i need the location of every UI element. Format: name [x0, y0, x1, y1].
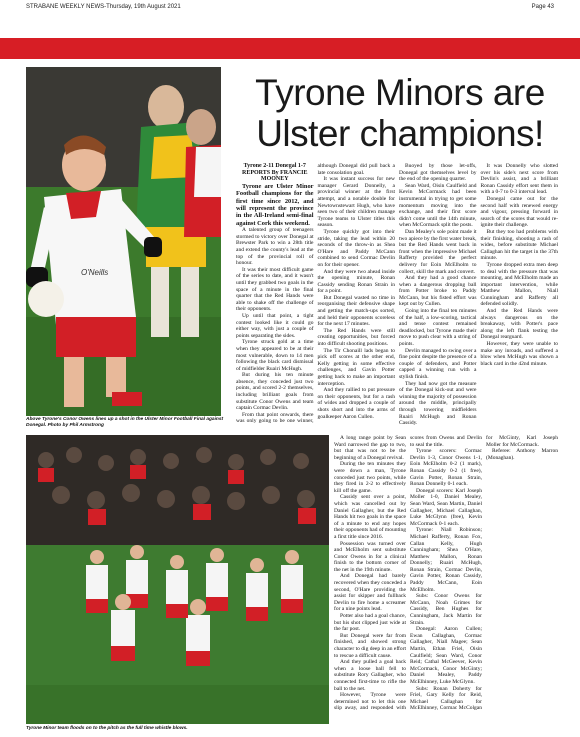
photo-celebration-illustration	[26, 435, 329, 724]
article-paragraph: And they rallied to put pressure on their opponents, but for a rash of wides and dropped a couple of shots short and into the arms of goalkeeper Aaron Cullen.	[317, 387, 395, 420]
article-paragraph: And they pulled a goal back when a loose ball fell to substitute Rory Gallagher, who connected first-time to rifle the ball to the net.	[334, 659, 406, 692]
article-paragraph: From that point onwards, there was only going to be one winner, although Donegal did pull back a late consolation goal.	[236, 163, 395, 425]
article-main	[236, 163, 558, 433]
photo-player-illustration	[26, 67, 221, 416]
article-paragraph: And the Red Hands were always dangerous on the breakaway, with Potter's pace along the left flank testing the Donegal rearguard.	[480, 308, 558, 341]
article-paragraph: A long range point by Sean Ward narrowed the gap to two, but that was not to be the beginning of a Donegal revival.	[334, 435, 406, 461]
article-paragraph: During the ten minutes they were down a man, Tyrone conceded just two points, while they fired in 2-2 to effectively kill off the game.	[334, 461, 406, 494]
article-continued	[334, 435, 558, 725]
score-line: Tyrone 2-11 Donegal 1-7	[243, 163, 306, 169]
article-paragraph: Referee: Anthony Marron (Monaghan).	[486, 448, 558, 461]
masthead	[0, 0, 580, 14]
page-number: Page 43	[531, 4, 554, 10]
headline: Tyrone Minors are Ulster champions!	[255, 72, 545, 154]
article-paragraph: But they too had problems with their finishing, shooting a rash of wides, before substitute Michael Callaghan hit the target in the 37th minute.	[480, 228, 558, 262]
article-paragraph: And they were two ahead inside the opening minute, Ronan Cassidy sending Ronan Strain in for a point.	[317, 268, 395, 295]
article-paragraph: However, they were unable to make any inroads, and suffered a blow when McHugh was shown a black card in the 42nd minute.	[480, 341, 558, 367]
article-paragraph: Donegal came out for the second half with renewed energy and vigour, pressing forward in search of the scores that would re-ignite their challenge.	[480, 195, 558, 229]
article-paragraph: They had now got the measure of the Donegal kick-out and were winning the majority of possession around the middle, principally through towering midfielders Ruairi McHugh and Ronan Cassidy.	[399, 380, 477, 427]
article-paragraph: Cassidy sent over a point, which was cancelled out by Daniel Gallagher, but the Red Hands hit two goals in the space of a minute to end any hopes their opponents had of mounting a first title since 2016.	[334, 494, 406, 540]
article-paragraph: Subs: Ronan Doherty for Friel, Gary Kelly for Reid, Michael Callaghan for McElhinney, Cormac McColgan for McGinty, Karl Joseph Moller for McCormack.	[410, 435, 558, 712]
shirt-sponsor-text: O'Neills	[81, 268, 109, 277]
article-paragraph: Possession was turned over and McElholm sent substitute Conor Owens in for a clinical finish to the bottom corner of the net in the 19th minute.	[334, 540, 406, 573]
photo-team-celebration	[26, 435, 329, 724]
article-paragraph: Donegal scorers: Karl Joseph Moller 1-0, Daniel Mealey, Sean Ward, Sean Martin, Daniel Gallagher, Michael Callaghan, Luke McGlynn (free), Kevin McCormack 0-1 each.	[410, 487, 482, 527]
photo-player-shot	[26, 67, 221, 416]
article-paragraph: Dan Mealey's sole point made it two apiece by the first water break, but the Red Hands went back in front when the impressive Michael Rafferty provided the perfect delivery for Eoin McElholm to collect, skill the mark and convert.	[399, 228, 477, 275]
article-paragraph: A talented group of teenagers stormed to victory over Donegal at Brewster Park to win a 28th title and extend the county's lead at the top of the provincial roll of honour.	[236, 227, 314, 267]
article-paragraph: But Donegal wasted no time in reorganising their defensive shape and getting the match-ups sorted, and held their opponents scoreless for the next 17 minutes.	[317, 294, 395, 328]
article-paragraph: Tyrone quickly got into their stride, taking the lead within 20 seconds of the throw-in as Shea O'Hare and Paddy McCann combined to send Cormac Devlin on for their opener.	[317, 228, 395, 268]
byline: REPORTS By FRANCIE MOONEY	[242, 169, 308, 183]
article-paragraph: Going into the final ten minutes of the half, a low-scoring, tactical and tense contest remained deadlocked, but Tyrone made their move to push clear with a string of points.	[399, 308, 477, 348]
article-paragraph: The Tir Chonaill lads began to pick off scores at the other end, Kelly getting in some effective challenges, and Gavin Potter getting back to make an important interception.	[317, 347, 395, 387]
article-paragraph: But during his ten minute absence, they conceded just two points, and scored 2-2 themselves, including brilliant goals from substitute Conor Owens and team captain Cormac Devlin.	[236, 372, 314, 412]
article-paragraph: Donegal: Aaron Cullen; Ewan Callaghan, Cormac Gallagher, Niall Magee; Sean Martin, Ethan Friel, Oisin Caulfield; Sean Ward, Conor Reid; Cathal McGeever, Kevin McCormack, Conor McGinty; Daniel Mealey, Paddy McElhinney, Luke McGlynn.	[410, 626, 482, 685]
article-paragraph: Potter also had a goal chance, but his shot clipped just wide at the far post.	[334, 613, 406, 633]
article-paragraph: Devlin managed to swing over a fine point despite the presence of a couple of defenders, and Potter capped a winning run with a stylish finish.	[399, 347, 477, 380]
article-paragraph: And Donegal had barely recovered when they conceded a second, O'Hare providing the assist for skipper and fullback Devlin to fire home a screamer for a nine points lead.	[334, 573, 406, 613]
article-paragraph: Buoyed by those let-offs, Donegal got themselves level by the end of the opening quarter.	[399, 163, 477, 183]
article-paragraph: Tyrone struck gold at a time when they appeared to be at their most vulnerable, down to 14 men following the black card dismissal of midfielder Ruairi McHugh.	[236, 339, 314, 372]
article-paragraph: The Red Hands were still creating opportunities, but forced into difficult shooting positions.	[317, 327, 395, 348]
article-paragraph: And they had a good chance when a dangerous dropping ball from Potter broke to Paddy McCann, but his fisted effort was kept out by Cullen.	[399, 275, 477, 308]
article-paragraph: Tyrone dropped extra men deep to deal with the pressure that was mounting, and McElholm made an important intervention, while Matthew Mallon, Niall Cunningham and Rafferty all defended solidly.	[480, 261, 558, 308]
article-paragraph: Tyrone scorers: Cormac Devlin 1-3, Conor Owens 1-1, Eoin McElholm 0-2 (1 mark), Ronan Cassidy 0-2 (1 free), Gavin Potter, Ronan Strain, Ronan Donnelly 0-1 each.	[410, 448, 482, 488]
article-paragraph: Up until that point, a tight contest looked like it could go either way, with just a couple of points separating the sides.	[236, 312, 314, 339]
article-paragraph: It was instant success for new manager Gerard Donnelly, a provincial winner at the first attempt, and a notable double for Newtownstewart Hugh, who have seen two of their children manage Tyrone teams to Ulster titles this season.	[317, 176, 395, 229]
article-paragraph: But Donegal were far from finished, and showed strong character to dig deep in an effort to rescue a difficult cause.	[334, 632, 406, 659]
article-paragraph: Sean Ward, Oisin Caulfield and Kevin McCormack had been instrumental in trying to get some momentum moving into the exchange, and their first score didn't come until the 14th minute, when McCormack split the posts.	[399, 182, 477, 229]
photo-top-caption: Above Tyrone's Conor Owens lines up a shot in the Ulster Minor Football Final against Donegal. Photo by Phil Armstrong	[26, 417, 224, 428]
section-red-bar	[0, 38, 580, 59]
photo-bottom-caption: Tyrone Minor team floods on to the pitch as the full time whistle blows.	[26, 726, 188, 731]
article-paragraph: It was their most difficult game of the series to date, and it wasn't until they grabbed two goals in the space of a minute in the final quarter that the Red Hands were able to shake off the challenge of their opponents.	[236, 266, 314, 313]
article-lead: Tyrone are Ulster Minor Football champions for the first time since 2012, and will represent the province in the All-Ireland semi-final against Cork this weekend.	[236, 182, 314, 227]
article-paragraph: It was Donnelly who slotted over his side's next score from Devlin's assist, and a brilliant Ronan Cassidy effort sent them in with a 0-7 to 0-3 interval lead.	[480, 163, 558, 196]
article-paragraph: Tyrone: Niall Robinson; Michael Rafferty, Ronan Fox, Callan Kelly, Hugh Cunningham; Shea O'Hare, Matthew Mallon, Ronan Donnelly; Ruairi McHugh, Ronan Strain, Cormac Devlin, Gavin Potter, Ronan Cassidy, Paddy McCann, Eoin McElholm.	[410, 527, 482, 593]
article-paragraph: However, Tyrone were determined not to let this one slip away, and responded with scores from Owens and Devlin to seal the title.	[334, 435, 482, 712]
article-paragraph: Subs: Conor Owens for McCann, Noah Grimes for Cassidy, Ben Hughes for Cunningham, Jack Martin for Strain.	[410, 593, 482, 626]
masthead-date: STRABANE WEEKLY NEWS-Thursday, 19th August 2021	[26, 4, 181, 10]
